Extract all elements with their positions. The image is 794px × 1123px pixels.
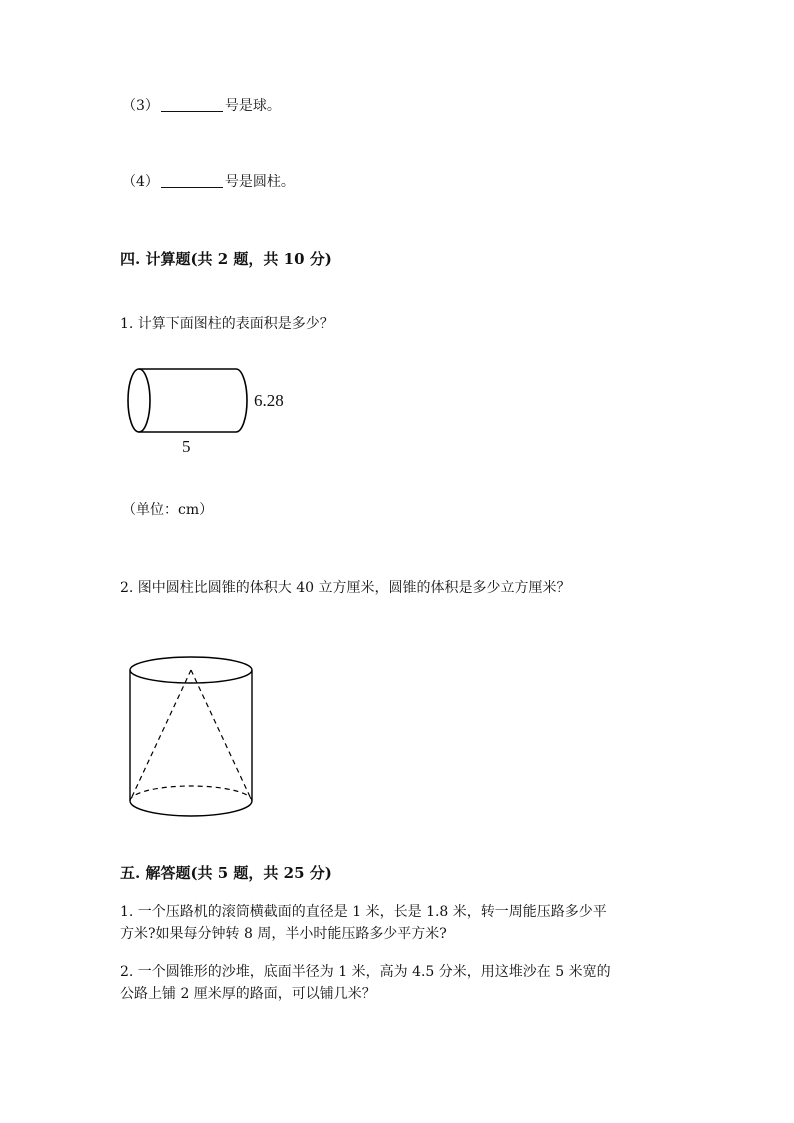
cone-right-slant (191, 670, 252, 801)
question-text-line: 1. 一个压路机的滚筒横截面的直径是 1 米，长是 1.8 米，转一周能压路多少平 (120, 904, 607, 920)
cylinder-cone-diagram (120, 650, 260, 820)
answer-blank[interactable] (161, 97, 223, 112)
fill-item-3 (122, 96, 281, 116)
dimension-label-length: 5 (182, 437, 191, 456)
section-heading-calculation: 四. 计算题(共 2 题，共 10 分) (120, 250, 332, 268)
question-text-line: 方米?如果每分钟转 8 周，半小时能压路多少平方米? (120, 926, 447, 942)
fill-item-suffix: 号是球。 (224, 98, 281, 114)
fill-item-prefix: （3） (122, 98, 159, 114)
question-text-line: 公路上铺 2 厘米厚的路面，可以铺几米？ (120, 986, 376, 1002)
cylinder-base-back (130, 786, 252, 801)
fill-item-suffix: 号是圆柱。 (224, 174, 295, 190)
question-text: 1. 计算下面图柱的表面积是多少？ (120, 316, 334, 332)
cylinder-left-end (128, 369, 150, 432)
dimension-label-circumference: 6.28 (254, 391, 284, 410)
fill-item-prefix: （4） (122, 174, 159, 190)
unit-note: （单位：cm） (122, 502, 214, 518)
fill-item-4 (122, 172, 295, 192)
cylinder-base-front (130, 801, 252, 816)
answer-blank[interactable] (161, 173, 223, 188)
question-text: 2. 图中圆柱比圆锥的体积大 40 立方厘米，圆锥的体积是多少立方厘米？ (120, 580, 571, 596)
section-heading-problems: 五. 解答题(共 5 题，共 25 分) (120, 864, 332, 882)
question-text-line: 2. 一个圆锥形的沙堆，底面半径为 1 米，高为 4.5 分米，用这堆沙在 5 米宽的 (120, 964, 611, 980)
cylinder-right-end (236, 369, 247, 432)
cone-left-slant (130, 670, 191, 801)
